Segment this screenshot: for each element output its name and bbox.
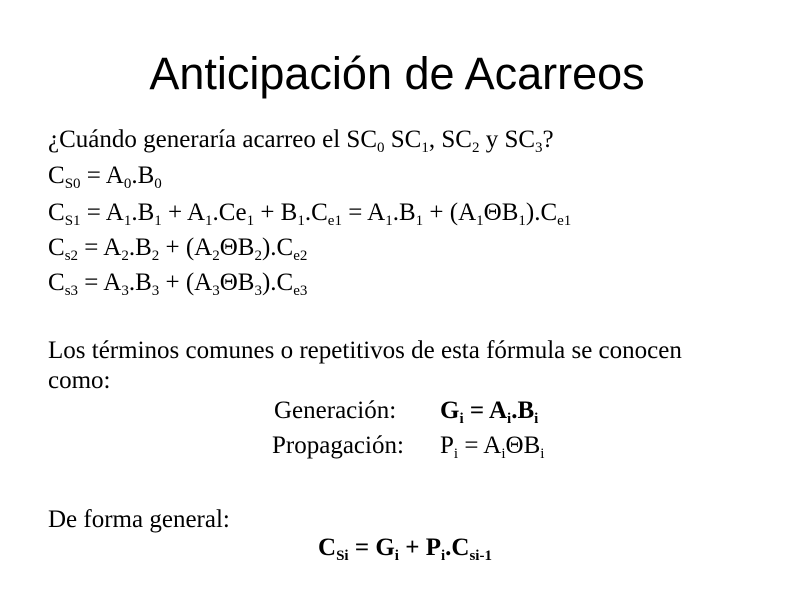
subscript: 0 bbox=[123, 176, 132, 192]
subscript: 2 bbox=[254, 248, 262, 264]
formula-term: .C bbox=[304, 199, 328, 226]
subscript: i bbox=[459, 411, 464, 427]
subscript: e1 bbox=[327, 213, 342, 229]
formula-term: C bbox=[48, 199, 65, 226]
formula-term: C bbox=[48, 162, 65, 189]
subscript: i bbox=[507, 411, 512, 427]
general-label: De forma general: bbox=[48, 506, 230, 533]
formula-term: C bbox=[48, 269, 65, 296]
formula-term: + B bbox=[254, 199, 298, 226]
formula-term: = A bbox=[78, 234, 122, 261]
subscript: Si bbox=[336, 548, 349, 564]
subscript: 0 bbox=[154, 176, 162, 192]
formula-term: .B bbox=[128, 269, 152, 296]
subscript: 1 bbox=[415, 213, 424, 229]
propagation-formula bbox=[440, 431, 544, 461]
formula-term: C bbox=[48, 234, 65, 261]
formula-term: ΘB bbox=[219, 269, 255, 296]
question-text: , SC bbox=[428, 126, 472, 153]
subscript: s2 bbox=[64, 248, 79, 264]
subscript: i bbox=[453, 446, 459, 462]
formula-term: G bbox=[440, 397, 460, 424]
formula-term: C bbox=[318, 534, 337, 561]
subscript: 3 bbox=[535, 140, 543, 156]
formula-term: + (A bbox=[159, 234, 213, 261]
formula-term: P bbox=[440, 432, 454, 459]
subscript: 1 bbox=[205, 213, 213, 229]
subscript: e3 bbox=[293, 283, 308, 299]
formula-term: .B bbox=[511, 397, 535, 424]
subscript: 0 bbox=[377, 140, 385, 156]
subscript: 2 bbox=[121, 248, 129, 264]
subscript: 1 bbox=[421, 140, 429, 156]
paragraph-line-1: Los términos comunes o repetitivos de esta fórmula se conocen bbox=[48, 337, 682, 364]
propagation-label: Propagación: bbox=[272, 432, 404, 459]
formula-term: .B bbox=[131, 162, 155, 189]
subscript: S0 bbox=[64, 176, 81, 192]
generation-label: Generación: bbox=[274, 397, 397, 424]
question-text: SC bbox=[384, 126, 422, 153]
formula-term: + (A bbox=[159, 269, 213, 296]
subscript: 1 bbox=[246, 213, 255, 229]
subscript: s3 bbox=[64, 283, 79, 299]
subscript: si-1 bbox=[469, 548, 492, 564]
subscript: 2 bbox=[212, 248, 220, 264]
subscript: i bbox=[540, 446, 545, 462]
subscript: 1 bbox=[518, 213, 526, 229]
formula-term: = A bbox=[458, 432, 502, 459]
formula-term: = A bbox=[80, 199, 124, 226]
formula-term: ).C bbox=[261, 269, 294, 296]
subscript: i bbox=[534, 411, 539, 427]
formula-term: + A bbox=[161, 199, 206, 226]
generation-formula bbox=[440, 396, 538, 426]
subscript: e1 bbox=[557, 213, 572, 229]
formula-term: ΘB bbox=[219, 234, 255, 261]
question-line bbox=[48, 125, 554, 155]
question-text: ¿Cuándo generaría acarreo el SC bbox=[48, 126, 378, 153]
general-formula bbox=[318, 533, 492, 563]
subscript: 1 bbox=[154, 213, 162, 229]
formula-term: = G bbox=[348, 534, 395, 561]
formula-term: + (A bbox=[423, 199, 477, 226]
subscript: 3 bbox=[121, 283, 129, 299]
subscript: i bbox=[501, 446, 506, 462]
subscript: 1 bbox=[123, 213, 132, 229]
subscript: 1 bbox=[476, 213, 484, 229]
subscript: i bbox=[394, 548, 399, 564]
question-text: y SC bbox=[479, 126, 536, 153]
question-text: ? bbox=[542, 126, 554, 153]
formula-cs3 bbox=[48, 268, 307, 298]
formula-term: = A bbox=[341, 199, 386, 226]
formula-term: .Ce bbox=[212, 199, 247, 226]
subscript: e2 bbox=[293, 248, 308, 264]
formula-term: .B bbox=[392, 199, 416, 226]
paragraph-line-2: como: bbox=[48, 367, 111, 394]
formula-term: = A bbox=[78, 269, 122, 296]
formula-term: .C bbox=[445, 534, 470, 561]
formula-term: ).C bbox=[261, 234, 294, 261]
formula-term: ΘB bbox=[483, 199, 519, 226]
subscript: 1 bbox=[297, 213, 305, 229]
subscript: 1 bbox=[385, 213, 393, 229]
subscript: 3 bbox=[151, 283, 160, 299]
formula-term: + P bbox=[398, 534, 441, 561]
formula-term: ).C bbox=[525, 199, 558, 226]
formula-term: = A bbox=[463, 397, 508, 424]
subscript: 3 bbox=[212, 283, 220, 299]
subscript: 2 bbox=[471, 140, 480, 156]
subscript: i bbox=[440, 548, 446, 564]
formula-term: .B bbox=[128, 234, 152, 261]
subscript: S1 bbox=[64, 213, 81, 229]
formula-term: ΘB bbox=[505, 432, 541, 459]
slide-title: Anticipación de Acarreos bbox=[149, 48, 645, 99]
formula-term: .B bbox=[131, 199, 155, 226]
formula-cs2 bbox=[48, 233, 307, 263]
formula-term: = A bbox=[80, 162, 124, 189]
subscript: 2 bbox=[151, 248, 160, 264]
formula-cs1 bbox=[48, 198, 571, 228]
formula-cs0 bbox=[48, 161, 162, 191]
subscript: 3 bbox=[254, 283, 262, 299]
